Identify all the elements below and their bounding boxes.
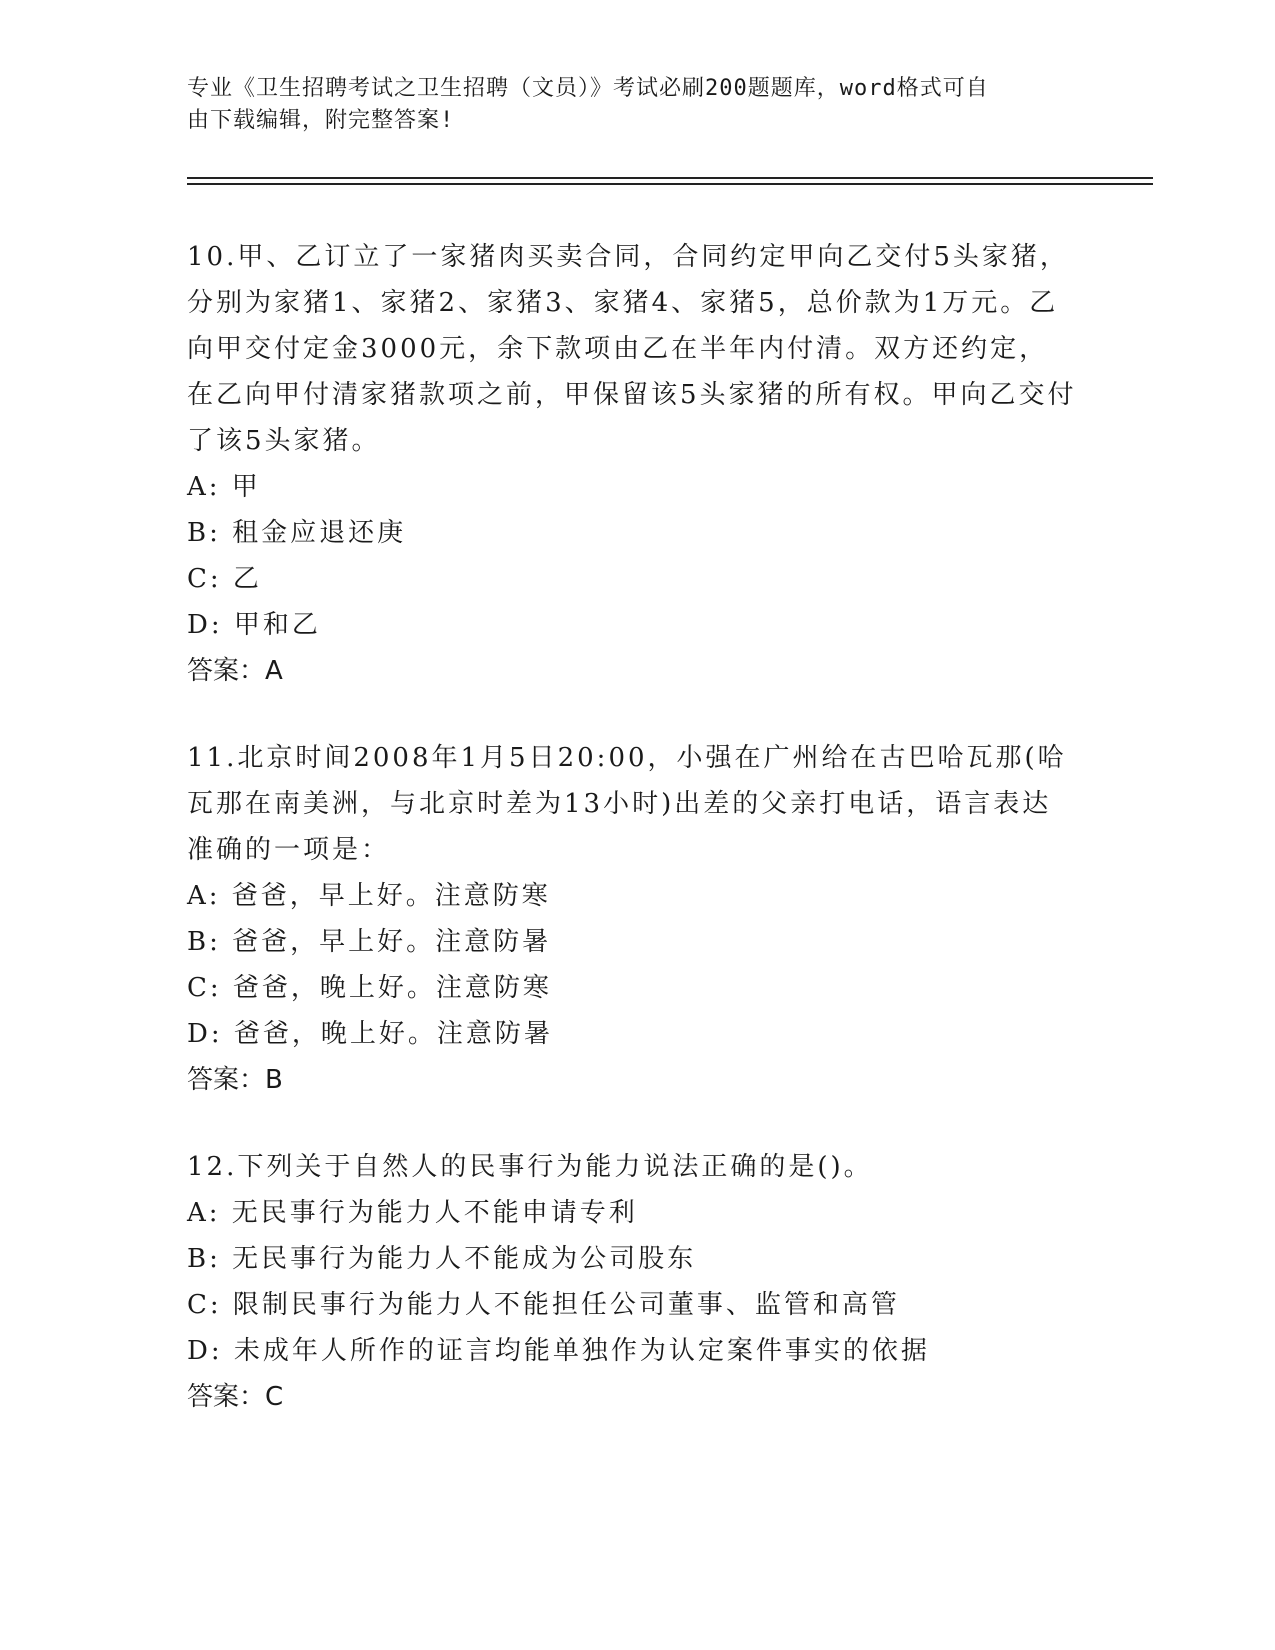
header-divider-top	[187, 177, 1153, 179]
option-d: D: 爸爸，晚上好。注意防暑	[187, 1019, 553, 1049]
option-a: A: 爸爸，早上好。注意防寒	[187, 881, 551, 911]
option-b: B: 无民事行为能力人不能成为公司股东	[187, 1244, 697, 1274]
answer-line: 答案：B	[187, 1065, 283, 1095]
option-c: C: 限制民事行为能力人不能担任公司董事、监管和高管	[187, 1290, 900, 1320]
question-11	[187, 735, 1077, 1103]
question-12	[187, 1144, 1077, 1420]
question-stem: 12.下列关于自然人的民事行为能力说法正确的是()。	[187, 1152, 873, 1182]
option-d: D: 甲和乙	[187, 610, 321, 640]
question-10	[187, 234, 1077, 694]
option-a: A: 甲	[187, 472, 261, 502]
question-stem: 11.北京时间2008年1月5日20:00，小强在广州给在古巴哈瓦那(哈瓦那在南美洲，与北京时差为13小时)出差的父亲打电话，语言表达准确的一项是：	[187, 743, 1067, 865]
option-c: C: 乙	[187, 564, 262, 594]
option-a: A: 无民事行为能力人不能申请专利	[187, 1198, 638, 1228]
header-divider-bottom	[187, 183, 1153, 185]
header-line-2: 由下载编辑，附完整答案!	[187, 108, 455, 133]
document-header	[187, 73, 1087, 137]
option-b: B: 爸爸，早上好。注意防暑	[187, 927, 552, 957]
option-b: B: 租金应退还庚	[187, 518, 407, 548]
option-d: D: 未成年人所作的证言均能单独作为认定案件事实的依据	[187, 1336, 930, 1366]
answer-line: 答案：C	[187, 1382, 284, 1412]
option-c: C: 爸爸，晚上好。注意防寒	[187, 973, 552, 1003]
header-line-1: 专业《卫生招聘考试之卫生招聘（文员）》考试必刷200题题库，word格式可自	[187, 76, 989, 101]
answer-line: 答案：A	[187, 656, 283, 686]
question-stem: 10.甲、乙订立了一家猪肉买卖合同，合同约定甲向乙交付5头家猪，分别为家猪1、家猪2、家猪3、家猪4、家猪5，总价款为1万元。乙向甲交付定金3000元，余下款项由乙在半年内付清。双方还约定，在乙向甲付清家猪款项之前，甲保留该5头家猪的所有权。甲向乙交付了该5头家猪。	[187, 242, 1077, 456]
